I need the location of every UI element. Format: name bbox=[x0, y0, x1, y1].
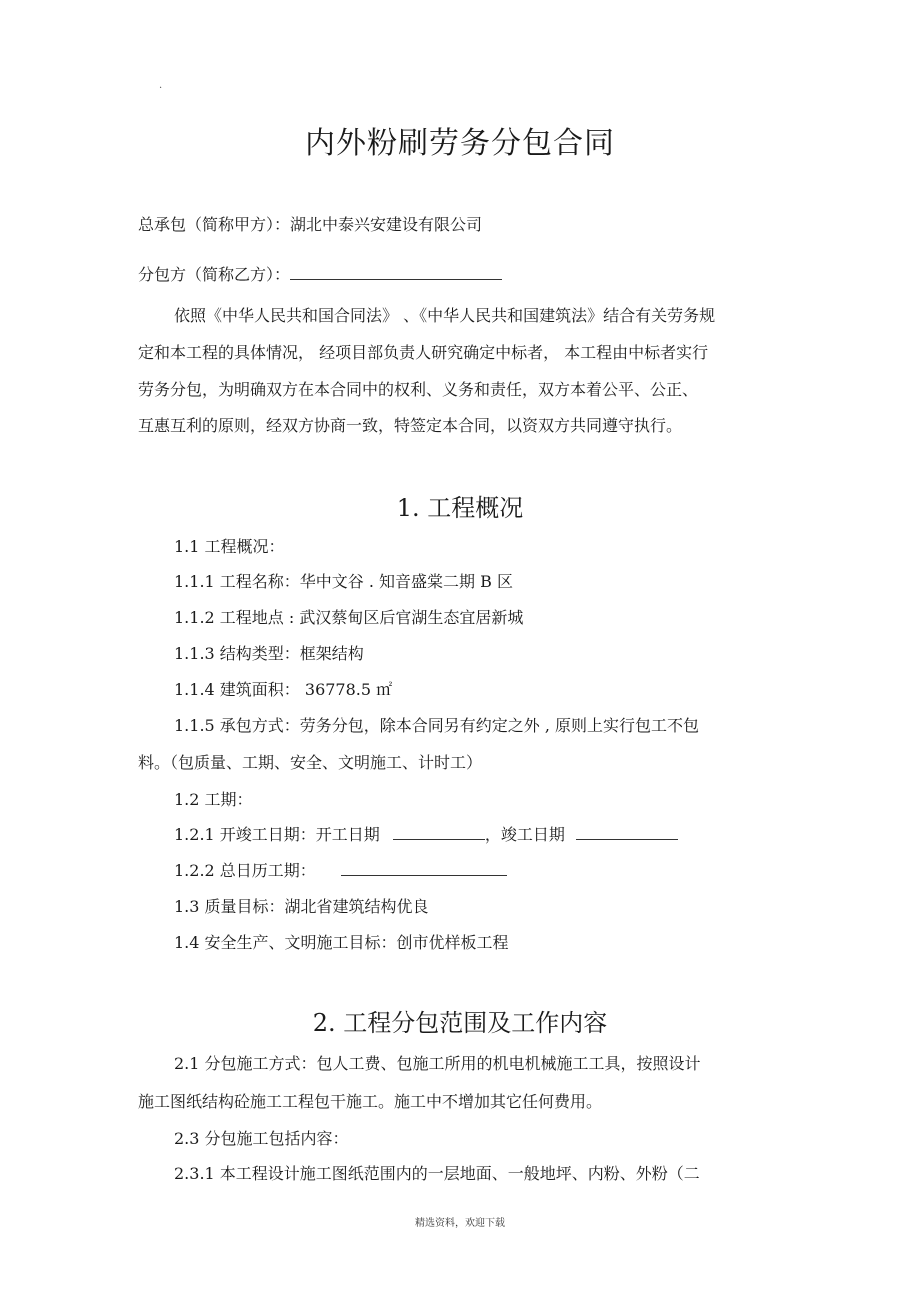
preamble-line-2: 定和本工程的具体情况， 经项目部负责人研究确定中标者， 本工程由中标者实行 bbox=[138, 343, 709, 362]
clause-1-4: 1.4 安全生产、文明施工目标：创市优样板工程 bbox=[174, 933, 509, 952]
preamble-line-4: 互惠互利的原则，经双方协商一致，特签定本合同，以资双方共同遵守执行。 bbox=[138, 416, 683, 435]
clause-1-1-5-line-2: 料。（包质量、工期、安全、文明施工、计时工） bbox=[138, 753, 483, 772]
party-b-blank bbox=[290, 265, 502, 280]
party-a: 总承包（简称甲方）：湖北中泰兴安建设有限公司 bbox=[138, 215, 483, 234]
preamble-line-3: 劳务分包，为明确双方在本合同中的权利、义务和责任，双方本着公平、公正、 bbox=[138, 380, 699, 399]
clause-2-3: 2.3 分包施工包括内容： bbox=[174, 1129, 349, 1148]
start-date-blank bbox=[393, 825, 485, 840]
section-2-heading: 2. 工程分包范围及工作内容 bbox=[312, 1009, 608, 1037]
total-duration-blank bbox=[341, 861, 507, 876]
clause-2-1-line-2: 施工图纸结构砼施工工程包干施工。施工中不增加其它任何费用。 bbox=[138, 1092, 603, 1111]
page-footer: 精选资料，欢迎下载 bbox=[415, 1218, 505, 1229]
header-mark: . bbox=[159, 80, 163, 91]
clause-1-1-3: 1.1.3 结构类型：框架结构 bbox=[174, 644, 364, 663]
clause-1-1-4: 1.1.4 建筑面积： 36778.5 ㎡ bbox=[174, 680, 393, 699]
clause-2-1-line-1: 2.1 分包施工方式：包人工费、包施工所用的机电机械施工工具，按照设计 bbox=[174, 1054, 701, 1073]
start-date-label: 1.2.1 开竣工日期：开工日期 bbox=[174, 825, 380, 844]
section-1-heading: 1. 工程概况 bbox=[396, 494, 524, 522]
party-b bbox=[138, 262, 502, 285]
preamble-line-1: 依照《中华人民共和国合同法》 、《中华人民共和国建筑法》结合有关劳务规 bbox=[174, 306, 716, 325]
clause-1-3: 1.3 质量目标：湖北省建筑结构优良 bbox=[174, 897, 429, 916]
clause-1-1-2: 1.1.2 工程地点 : 武汉蔡甸区后官湖生态宜居新城 bbox=[174, 608, 524, 627]
party-b-label: 分包方（简称乙方）： bbox=[138, 265, 291, 284]
end-date-label: ，竣工日期 bbox=[484, 825, 565, 844]
clause-1-1-5-line-1: 1.1.5 承包方式：劳务分包，除本合同另有约定之外 , 原则上实行包工不包 bbox=[174, 716, 700, 735]
end-date-blank bbox=[576, 825, 678, 840]
clause-1-2-1 bbox=[174, 822, 678, 845]
clause-2-3-1: 2.3.1 本工程设计施工图纸范围内的一层地面、一般地坪、内粉、外粉（二 bbox=[174, 1164, 700, 1183]
clause-1-1-1: 1.1.1 工程名称：华中文谷 . 知音盛棠二期 B 区 bbox=[174, 572, 513, 591]
clause-1-2: 1.2 工期： bbox=[174, 790, 253, 809]
document-title: 内外粉刷劳务分包合同 bbox=[305, 126, 615, 161]
clause-1-2-2 bbox=[174, 858, 507, 881]
total-duration-label: 1.2.2 总日历工期： bbox=[174, 861, 316, 880]
clause-1-1: 1.1 工程概况： bbox=[174, 537, 285, 556]
